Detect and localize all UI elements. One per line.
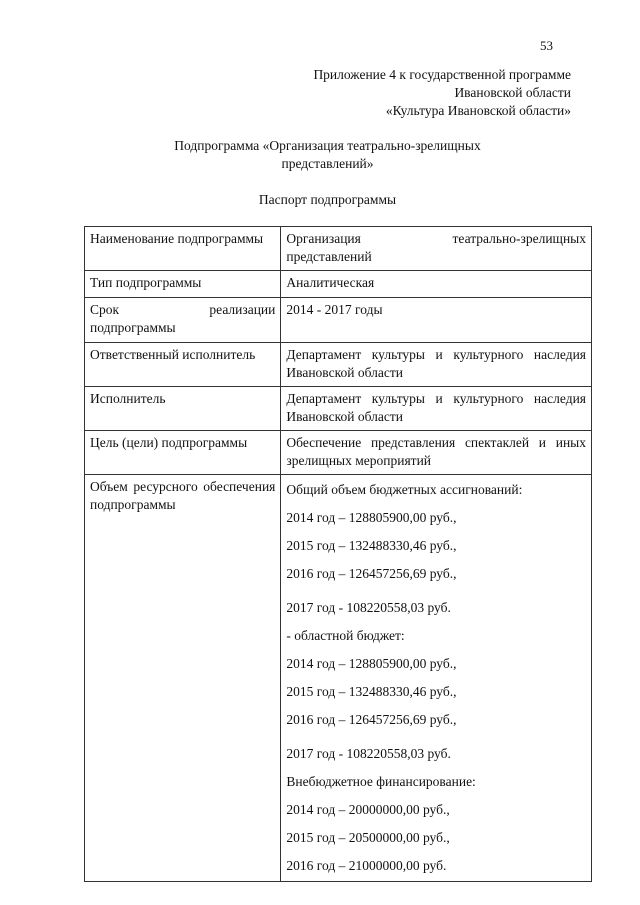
funding-line: 2015 год – 132488330,46 руб.,	[286, 538, 457, 553]
funding-lines	[281, 475, 592, 882]
passport-table	[84, 226, 592, 882]
funding-line: Общий объем бюджетных ассигнований:	[286, 482, 523, 497]
funding-line: 2014 год – 20000000,00 руб.,	[286, 802, 450, 817]
row-value: Организация театрально-зрелищных представлений	[281, 227, 592, 271]
table-row	[85, 298, 592, 343]
table-row	[85, 343, 592, 387]
page-number: 53	[540, 38, 553, 53]
passport-title: Паспорт подпрограммы	[258, 192, 397, 207]
subprogram-title-line: представлений»	[281, 156, 374, 171]
funding-line: 2015 год – 132488330,46 руб.,	[286, 684, 457, 699]
funding-line: 2017 год - 108220558,03 руб.	[286, 746, 451, 761]
row-label: Ответственный исполнитель	[85, 343, 281, 387]
appendix-line: Приложение 4 к государственной программе	[313, 67, 571, 82]
row-label: Цель (цели) подпрограммы	[85, 431, 281, 475]
row-value: Департамент культуры и культурного наследия Ивановской области	[281, 343, 592, 387]
funding-line: 2017 год - 108220558,03 руб.	[286, 600, 451, 615]
funding-label: Объем ресурсного обеспечения подпрограммы	[85, 475, 281, 882]
subprogram-title	[100, 137, 555, 173]
row-value: Обеспечение представления спектаклей и иных зрелищных мероприятий	[281, 431, 592, 475]
funding-line: 2016 год – 21000000,00 руб.	[286, 858, 447, 873]
table-row	[85, 387, 592, 431]
funding-line: 2016 год – 126457256,69 руб.,	[286, 566, 457, 581]
table-row	[85, 475, 592, 882]
row-label: Исполнитель	[85, 387, 281, 431]
appendix-line: «Культура Ивановской области»	[385, 103, 571, 118]
row-label: Срок реализации подпрограммы	[85, 298, 281, 343]
row-value: 2014 - 2017 годы	[281, 298, 592, 343]
funding-line: 2015 год – 20500000,00 руб.,	[286, 830, 450, 845]
appendix-line: Ивановской области	[454, 85, 571, 100]
funding-line: Внебюджетное финансирование:	[286, 774, 476, 789]
table-row	[85, 227, 592, 271]
funding-line: - областной бюджет:	[286, 628, 405, 643]
row-label: Наименование подпрограммы	[85, 227, 281, 271]
appendix-header	[241, 66, 571, 120]
funding-line: 2014 год – 128805900,00 руб.,	[286, 656, 457, 671]
row-value: Аналитическая	[281, 271, 592, 298]
table-row	[85, 271, 592, 298]
subprogram-title-line: Подпрограмма «Организация театрально-зрелищных	[174, 138, 481, 153]
table-row	[85, 431, 592, 475]
funding-line: 2016 год – 126457256,69 руб.,	[286, 712, 457, 727]
funding-line: 2014 год – 128805900,00 руб.,	[286, 510, 457, 525]
row-label: Тип подпрограммы	[85, 271, 281, 298]
row-value: Департамент культуры и культурного наследия Ивановской области	[281, 387, 592, 431]
